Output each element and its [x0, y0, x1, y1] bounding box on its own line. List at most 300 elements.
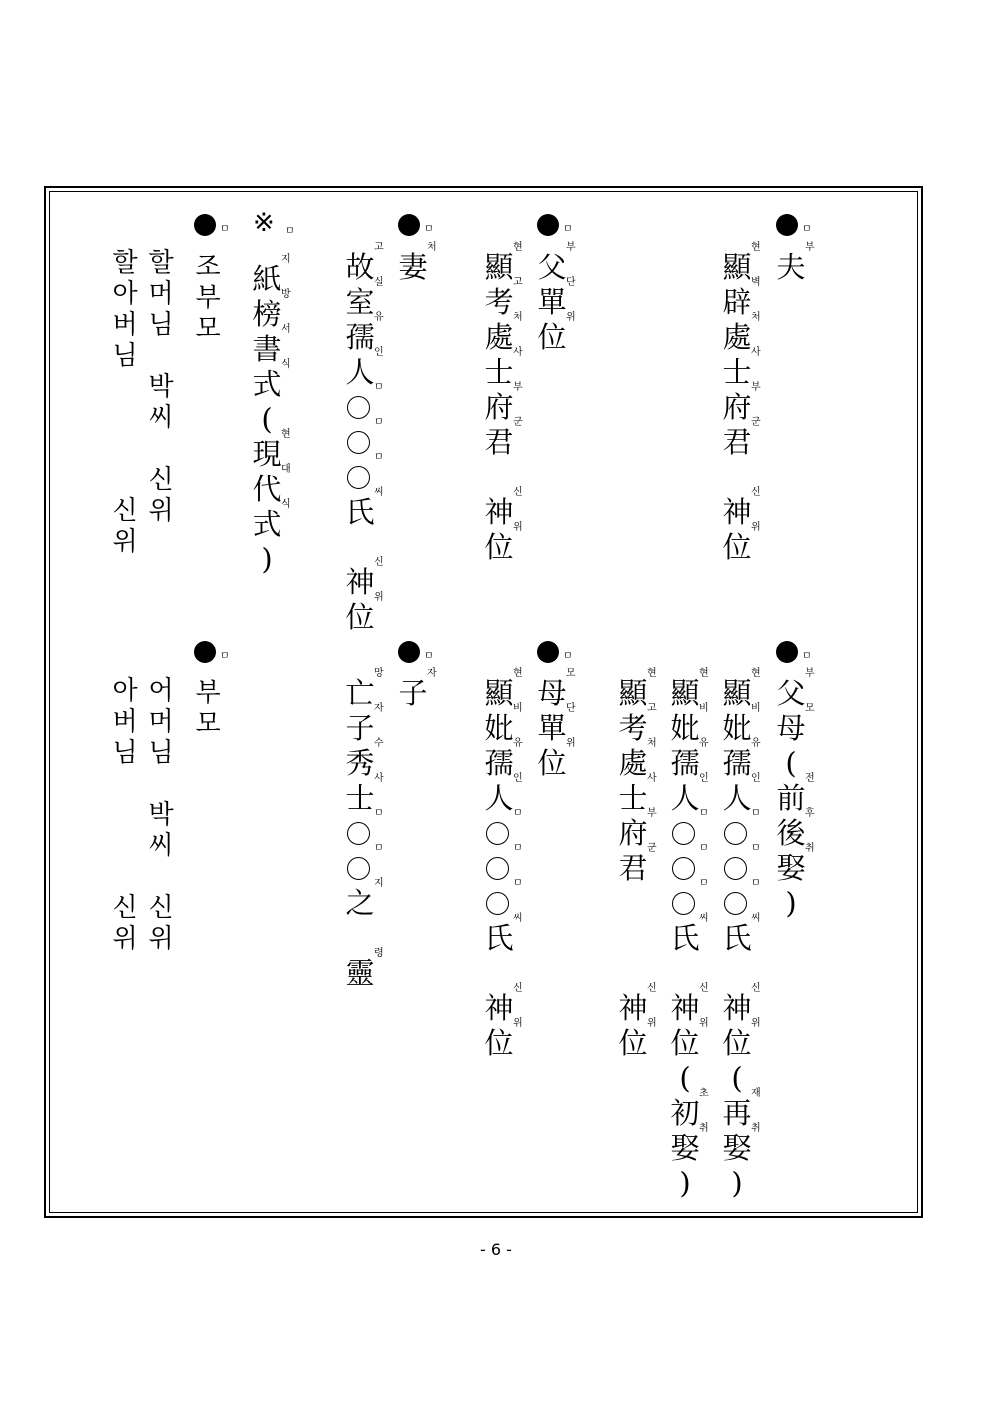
tablet-glyph: [668, 668, 709, 711]
hanja-char: 故: [345, 250, 375, 284]
hanja-char: 之: [345, 886, 375, 920]
tablet-glyph: [720, 983, 761, 1026]
tablet-glyph: [720, 417, 761, 460]
reading-annotation: 신: [374, 557, 384, 568]
parents-tablet-text-first-wife: [668, 668, 709, 1201]
reading-annotation: 군: [751, 417, 761, 428]
tablet-glyph: [250, 402, 284, 437]
hanja-char: 氏: [345, 495, 375, 529]
reading-annotation: 신: [751, 487, 761, 498]
korean-char: 님: [148, 738, 174, 768]
tablet-glyph: [720, 1166, 754, 1201]
tablet-glyph: [774, 773, 815, 816]
reading-annotation: 씨: [513, 913, 523, 924]
tablet-glyph: [720, 522, 761, 565]
parents-heading: [774, 668, 815, 921]
hanja-char: 氏: [670, 921, 700, 955]
hanja-char: 孺: [722, 746, 752, 780]
hanja-char: 士: [484, 355, 514, 389]
tablet-glyph: [616, 1018, 657, 1061]
bullet-parents: [776, 641, 798, 663]
reading-annotation: ㅁ: [699, 808, 709, 819]
bullet-ref: ㅁ: [802, 224, 812, 235]
name-placeholder-circle: [343, 843, 384, 886]
tablet-glyph: [250, 254, 291, 297]
tablet-glyph: [250, 499, 291, 542]
tablet-glyph: [343, 312, 384, 355]
tablet-glyph: [668, 1088, 709, 1131]
reading-annotation: 부: [566, 242, 576, 253]
parents-tablet-text-second-wife: [720, 668, 761, 1201]
hanja-char: 府: [618, 816, 648, 850]
reading-annotation: 재: [751, 1088, 761, 1099]
tablet-glyph: [482, 242, 523, 285]
hanja-char: 神: [618, 991, 648, 1025]
tablet-glyph: [250, 324, 291, 367]
tablet-glyph: [774, 668, 815, 711]
korean-char: 박: [148, 372, 174, 402]
hanja-char: 父: [776, 676, 806, 710]
hanja-char: 士: [722, 355, 752, 389]
tablet-glyph: [668, 773, 709, 816]
reading-annotation: 서: [281, 324, 291, 335]
tablet-glyph: [720, 703, 761, 746]
hanja-char: 顯: [484, 676, 514, 710]
tablet-glyph: [535, 668, 576, 711]
tablet-glyph: [720, 1061, 754, 1096]
hanja-char: 人: [484, 781, 514, 815]
tablet-glyph: [396, 242, 437, 285]
name-placeholder-circle: [343, 417, 384, 460]
hanja-char: 單: [537, 711, 567, 745]
bullet-ref: ㅁ: [563, 651, 573, 662]
hanja-char: 位: [484, 530, 514, 564]
tablet-glyph: [720, 487, 761, 530]
hanja-char: 君: [484, 425, 514, 459]
tablet-glyph: [343, 703, 384, 746]
name-placeholder-circle: [482, 878, 523, 921]
hanja-char: 書: [252, 332, 282, 366]
tablet-glyph: [482, 522, 523, 565]
korean-char: 할: [148, 248, 174, 278]
hanja-char: 府: [484, 390, 514, 424]
hanja-char: 府: [722, 390, 752, 424]
korean-char: 버: [112, 310, 138, 340]
reading-annotation: 고: [647, 703, 657, 714]
tablet-glyph: [482, 460, 516, 495]
hanja-char: 初: [670, 1096, 700, 1130]
korean-char: [107, 403, 143, 434]
tablet-glyph: [720, 668, 761, 711]
hanja-char: 士: [345, 781, 375, 815]
tablet-glyph: [250, 429, 291, 472]
hanja-char: 子: [398, 676, 428, 710]
tablet-glyph: [720, 382, 761, 425]
reading-annotation: 자: [374, 703, 384, 714]
reading-annotation: 위: [751, 522, 761, 533]
tablet-glyph: [720, 347, 761, 390]
hanja-char: 父: [537, 250, 567, 284]
reading-annotation: 위: [751, 1018, 761, 1029]
reading-annotation: 취: [751, 1123, 761, 1134]
bullet-grandparents: [194, 214, 216, 236]
tablet-glyph: [668, 1018, 709, 1061]
tablet-glyph: [720, 242, 761, 285]
reading-annotation: 대: [281, 464, 291, 475]
hanja-char: ): [679, 1166, 691, 1200]
tablet-glyph: [343, 242, 384, 285]
reading-annotation: 신: [751, 983, 761, 994]
hanja-char: 位: [345, 600, 375, 634]
tablet-glyph: [482, 382, 523, 425]
korean-char: 씨: [148, 403, 174, 433]
korean-char: 조: [195, 252, 221, 282]
tablet-glyph: [343, 487, 384, 530]
tablet-glyph: [535, 703, 576, 746]
korean-char: 어: [148, 676, 174, 706]
reading-annotation: 현: [513, 668, 523, 679]
tablet-glyph: [616, 886, 650, 921]
korean-char: 님: [112, 341, 138, 371]
korean-char: [107, 465, 143, 496]
reading-annotation: 벽: [751, 277, 761, 288]
hanja-char: 再: [722, 1096, 752, 1130]
tablet-glyph: [343, 530, 377, 565]
korean-char: 님: [148, 310, 174, 340]
hanja-char: 士: [618, 781, 648, 815]
tablet-glyph: [616, 956, 650, 991]
reading-annotation: 부: [647, 808, 657, 819]
reading-annotation: 식: [281, 499, 291, 510]
hanja-char: 單: [537, 285, 567, 319]
hanja-char: 處: [722, 320, 752, 354]
reading-annotation: 방: [281, 289, 291, 300]
mother-line: [143, 676, 179, 955]
reading-annotation: ㅁ: [513, 878, 523, 889]
hanja-char: 母: [776, 711, 806, 745]
reading-annotation: 유: [374, 312, 384, 323]
korean-char: [143, 434, 179, 465]
korean-char: 신: [112, 893, 138, 923]
reading-annotation: 비: [751, 703, 761, 714]
reading-annotation: ㅁ: [751, 878, 761, 889]
tablet-glyph: [720, 277, 761, 320]
reading-annotation: 위: [374, 592, 384, 603]
reading-annotation: 전: [805, 773, 815, 784]
korean-char: 버: [112, 707, 138, 737]
tablet-glyph: [343, 277, 384, 320]
reading-annotation: 현: [751, 668, 761, 679]
reading-annotation: 유: [751, 738, 761, 749]
father-tablet-text: [482, 242, 523, 565]
hanja-char: 妣: [484, 711, 514, 745]
hanja-char: 君: [618, 851, 648, 885]
hanja-char: 夫: [776, 250, 806, 284]
hanja-char: 亡: [345, 676, 375, 710]
hanja-char: ): [785, 886, 797, 920]
hanja-char: 娶: [722, 1131, 752, 1165]
bullet-son: [398, 641, 420, 663]
wife-heading: [396, 242, 437, 285]
korean-char: [107, 372, 143, 403]
grandparents-heading: [190, 252, 226, 345]
reading-annotation: 초: [699, 1088, 709, 1099]
reading-annotation: 위: [566, 738, 576, 749]
tablet-glyph: [720, 773, 761, 816]
hanja-char: 考: [484, 285, 514, 319]
tablet-glyph: [774, 808, 815, 851]
tablet-glyph: [774, 886, 808, 921]
tablet-glyph: [616, 843, 657, 886]
korean-char: 신: [148, 893, 174, 923]
hanja-char: 娶: [670, 1131, 700, 1165]
hanja-char: 神: [484, 991, 514, 1025]
reading-annotation: 처: [427, 242, 437, 253]
hanja-char: 人: [345, 355, 375, 389]
reading-annotation: 현: [647, 668, 657, 679]
bullet-mother: [537, 641, 559, 663]
name-placeholder-circle: [482, 808, 523, 851]
reading-annotation: 신: [513, 487, 523, 498]
reading-annotation: 단: [566, 703, 576, 714]
korean-char: [107, 831, 143, 862]
korean-char: 씨: [148, 831, 174, 861]
name-placeholder-circle: [668, 808, 709, 851]
reading-annotation: 취: [699, 1123, 709, 1134]
grandfather-line: [107, 248, 143, 558]
hanja-char: 神: [722, 991, 752, 1025]
tablet-glyph: [250, 464, 291, 507]
korean-char: 부: [195, 678, 221, 708]
tablet-glyph: [482, 913, 523, 956]
reading-annotation: 지: [374, 878, 384, 889]
reading-annotation: 후: [805, 808, 815, 819]
tablet-glyph: [482, 983, 523, 1026]
hanja-char: 靈: [345, 956, 375, 990]
tablet-glyph: [616, 921, 650, 956]
wife-tablet-text: [343, 242, 384, 635]
hanja-char: 氏: [484, 921, 514, 955]
tablet-glyph: [343, 738, 384, 781]
reading-annotation: ㅁ: [374, 808, 384, 819]
reading-annotation: 고: [374, 242, 384, 253]
tablet-glyph: [616, 808, 657, 851]
hanja-char: 榜: [252, 297, 282, 331]
bullet-ref: ㅁ: [285, 226, 295, 237]
name-placeholder-circle: [482, 843, 523, 886]
reading-annotation: 부: [513, 382, 523, 393]
tablet-glyph: [343, 948, 384, 991]
reading-annotation: 위: [647, 1018, 657, 1029]
hanja-char: 人: [722, 781, 752, 815]
hanja-char: (: [679, 1061, 691, 1095]
reading-annotation: ㅁ: [699, 843, 709, 854]
tablet-glyph: [482, 738, 523, 781]
tablet-glyph: [720, 1088, 761, 1131]
reading-annotation: 부: [805, 668, 815, 679]
tablet-glyph: [343, 921, 377, 956]
mother-heading: [535, 668, 576, 781]
tablet-glyph: [668, 738, 709, 781]
reading-annotation: 유: [699, 738, 709, 749]
hanja-char: 位: [722, 1026, 752, 1060]
page-number: - 6 -: [480, 1240, 512, 1259]
reading-annotation: ㅁ: [374, 417, 384, 428]
tablet-glyph: [774, 746, 808, 781]
korean-char: 머: [148, 279, 174, 309]
tablet-glyph: [250, 359, 291, 402]
name-placeholder-circle: [343, 808, 384, 851]
tablet-glyph: [343, 592, 384, 635]
tablet-glyph: [343, 557, 384, 600]
name-placeholder-circle: [720, 808, 761, 851]
korean-char: 위: [148, 924, 174, 954]
korean-char: [107, 862, 143, 893]
korean-char: [143, 769, 179, 800]
tablet-glyph: [482, 487, 523, 530]
name-placeholder-circle: [343, 452, 384, 495]
reading-annotation: 유: [513, 738, 523, 749]
name-placeholder-circle: [720, 878, 761, 921]
hanja-char: 位: [722, 530, 752, 564]
hanja-char: 神: [670, 991, 700, 1025]
reading-annotation: 부: [805, 242, 815, 253]
reading-annotation: 인: [751, 773, 761, 784]
reading-annotation: 사: [647, 773, 657, 784]
tablet-glyph: [482, 1018, 523, 1061]
tablet-glyph: [482, 668, 523, 711]
reading-annotation: 씨: [751, 913, 761, 924]
korean-char: 모: [195, 709, 221, 739]
hanja-char: 孺: [670, 746, 700, 780]
hanja-char: 神: [484, 495, 514, 529]
hanja-char: 位: [484, 1026, 514, 1060]
tablet-glyph: [482, 773, 523, 816]
reading-annotation: 부: [751, 382, 761, 393]
hanja-char: 顯: [618, 676, 648, 710]
hanja-char: 位: [670, 1026, 700, 1060]
parents-tablet-text-father: [616, 668, 657, 1061]
reading-annotation: 신: [699, 983, 709, 994]
tablet-glyph: [343, 878, 384, 921]
reading-annotation: 모: [805, 703, 815, 714]
reading-annotation: 현: [281, 429, 291, 440]
tablet-glyph: [535, 277, 576, 320]
reading-annotation: 인: [374, 347, 384, 358]
korean-char: [143, 862, 179, 893]
bullet-ref: ㅁ: [220, 224, 230, 235]
reading-annotation: ㅁ: [374, 452, 384, 463]
tablet-glyph: [668, 1061, 702, 1096]
hanja-char: 君: [722, 425, 752, 459]
tablet-glyph: [482, 956, 516, 991]
tablet-glyph: [720, 312, 761, 355]
reading-annotation: 사: [513, 347, 523, 358]
reading-annotation: ㅁ: [751, 808, 761, 819]
hanja-char: 考: [618, 711, 648, 745]
hanja-char: 妻: [398, 250, 428, 284]
hanja-char: 位: [618, 1026, 648, 1060]
name-placeholder-circle: [343, 382, 384, 425]
reading-annotation: 위: [513, 522, 523, 533]
hanja-char: 娶: [776, 851, 806, 885]
hanja-char: 妣: [722, 711, 752, 745]
tablet-glyph: [482, 417, 523, 460]
korean-char: [107, 769, 143, 800]
reading-annotation: 인: [513, 773, 523, 784]
hanja-char: (: [261, 402, 273, 436]
reading-annotation: 신: [647, 983, 657, 994]
tablet-glyph: [343, 668, 384, 711]
tablet-glyph: [774, 843, 815, 886]
korean-char: 위: [112, 527, 138, 557]
hanja-char: 位: [537, 746, 567, 780]
reading-annotation: ㅁ: [513, 808, 523, 819]
tablet-glyph: [482, 312, 523, 355]
korean-char: [143, 341, 179, 372]
hanja-char: 前: [776, 781, 806, 815]
tablet-glyph: [668, 1166, 702, 1201]
tablet-glyph: [250, 542, 284, 577]
hanja-char: 顯: [670, 676, 700, 710]
korean-char: 아: [112, 676, 138, 706]
tablet-glyph: [720, 738, 761, 781]
reading-annotation: ㅁ: [374, 382, 384, 393]
husband-heading: [774, 242, 815, 285]
reading-annotation: 씨: [374, 487, 384, 498]
reading-annotation: 현: [699, 668, 709, 679]
reading-annotation: 취: [805, 843, 815, 854]
tablet-glyph: [616, 703, 657, 746]
korean-char: 박: [148, 800, 174, 830]
reading-annotation: 인: [699, 773, 709, 784]
hanja-char: 神: [345, 565, 375, 599]
korean-parents-heading: [190, 678, 226, 740]
tablet-glyph: [616, 738, 657, 781]
reading-annotation: 망: [374, 668, 384, 679]
hanja-char: 現: [252, 437, 282, 471]
bullet-father: [537, 214, 559, 236]
korean-char: 님: [112, 738, 138, 768]
reading-annotation: 군: [647, 843, 657, 854]
reading-annotation: 위: [699, 1018, 709, 1029]
reading-annotation: 처: [513, 312, 523, 323]
tablet-glyph: [720, 913, 761, 956]
reading-annotation: 령: [374, 948, 384, 959]
korean-char: 모: [195, 314, 221, 344]
korean-char: 머: [148, 707, 174, 737]
hanja-char: ): [261, 542, 273, 576]
reading-annotation: 수: [374, 738, 384, 749]
hanja-char: 神: [722, 495, 752, 529]
tablet-glyph: [668, 983, 709, 1026]
tablet-glyph: [482, 703, 523, 746]
reading-annotation: ㅁ: [751, 843, 761, 854]
tablet-glyph: [482, 347, 523, 390]
hanja-char: 母: [537, 676, 567, 710]
bullet-ref: ㅁ: [563, 224, 573, 235]
reading-annotation: 군: [513, 417, 523, 428]
hanja-char: 代: [252, 472, 282, 506]
reading-annotation: 모: [566, 668, 576, 679]
hanja-char: ): [731, 1166, 743, 1200]
reading-annotation: 신: [513, 983, 523, 994]
reading-annotation: ㅁ: [699, 878, 709, 889]
tablet-glyph: [616, 983, 657, 1026]
hanja-char: 室: [345, 285, 375, 319]
reading-annotation: 현: [513, 242, 523, 253]
hanja-char: 氏: [722, 921, 752, 955]
